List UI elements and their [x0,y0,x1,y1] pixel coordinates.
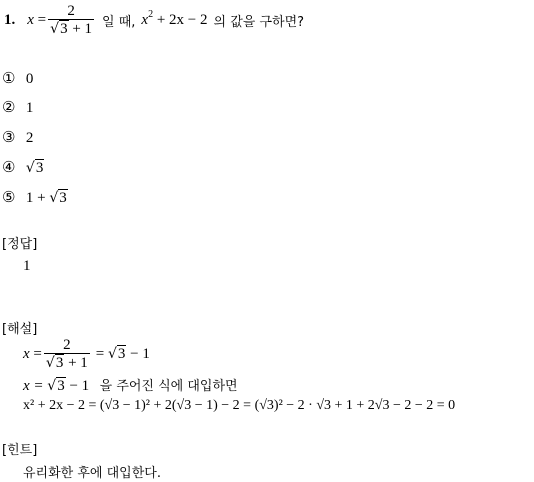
option-2 [2,98,33,117]
hint-label: [힌트] [2,443,38,458]
question-var: x = [27,11,47,28]
question-ask-text: 의 값을 구하면? [213,14,305,30]
explanation-fraction: $\frac{2}{√3 + 1}$ [45,336,88,371]
option-marker: ① [2,71,16,87]
option-5 [2,188,68,207]
option-4 [2,158,44,177]
explanation-line-3: x² + 2x − 2 = (√3 − 1)² + 2(√3 − 1) − 2 = (√3)² − 2 · √3 + 1 + 2√3 − 2 − 2 = 0 [23,398,456,413]
question-line [4,0,304,40]
answer-label: [정답] [2,237,38,252]
answer-value: 1 [23,258,31,274]
hint-text: 유리화한 후에 대입한다. [23,466,161,481]
option-1 [2,69,33,88]
explanation-line-2: x = √3 − 1 을 주어진 식에 대입하면 [23,378,238,394]
question-target-expr: $x^2 + 2x - 2$ [141,8,208,28]
option-marker: ④ [2,160,16,176]
question-fraction: $\frac{2}{√3 + 1}$ [50,2,93,37]
explanation-line-1: x = $\frac{2}{√3 + 1}$ = √3 − 1 [23,336,150,371]
option-marker: ② [2,100,16,116]
option-marker: ⑤ [2,190,16,206]
option-marker: ③ [2,130,16,146]
explanation-label: [해설] [2,322,38,337]
option-value: 1 [25,100,34,116]
option-3 [2,128,33,147]
question-when-text: 일 때, [102,14,136,30]
option-value: √3 [25,160,44,176]
option-value: 1 + √3 [25,190,67,206]
option-value: 0 [25,71,34,87]
question-number: 1. [4,11,16,28]
option-value: 2 [25,130,34,146]
